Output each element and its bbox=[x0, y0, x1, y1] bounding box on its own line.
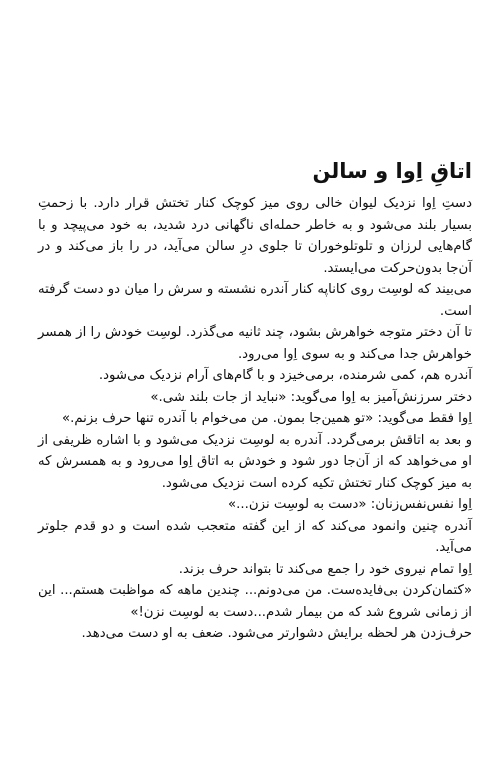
paragraph: دختر سرزنش‌آمیز به اِوا می‌گوید: «نباید از جات بلند شی.» bbox=[150, 389, 472, 405]
paragraph: آندره هم، کمی شرمنده، برمی‌خیزد و با گام‌های آرام نزدیک می‌شود. bbox=[98, 368, 472, 383]
paragraph: دستِ اِوا نزدیک لیوان خالی روی میز کوچک کنار تختش قرار دارد. با زحمتِ بسیار بلند می‌شود و به خاطر حمله‌ای ناگهانی درد شدید، به خود می‌پیچد و با گام‌هایی لرزان و تلوتلوخوران تا جلوی درِ سالن می‌آید، در را باز می‌کند و در آن‌جا بدون‌حرکت می‌ایستد. bbox=[38, 196, 472, 276]
body-text bbox=[38, 193, 472, 645]
paragraph: اِوا تمام نیروی خود را جمع می‌کند تا بتواند حرف بزند. bbox=[178, 561, 472, 577]
paragraph: «کتمان‌کردن بی‌فایده‌ست. من می‌دونم... چندین ماهه که مواظبت هستم... این از زمانی شروع شد که من بیمار شدم...دست به لوسِت نزن!» bbox=[38, 583, 472, 620]
paragraph: آندره چنین وانمود می‌کند که از این گفته متعجب شده است و دو قدم جلوتر می‌آید. bbox=[38, 518, 472, 555]
page-title: اتاقِ اِوا و سالن bbox=[312, 159, 472, 184]
paragraph: اِوا نفس‌نفس‌زنان: «دست به لوسِت نزن...» bbox=[228, 497, 472, 512]
paragraph: و بعد به اتاقش برمی‌گردد. آندره به لوسِت نزدیک می‌شود و با اشاره ظریفی از او می‌خواهد که از آن‌جا دور شود و خودش به اتاق اِوا می‌رود و به همسرش که به میز کوچک کنار تختش تکیه کرده است نزدیک می‌شود. bbox=[38, 432, 472, 491]
paragraph: تا آن دختر متوجه خواهرش بشود، چند ثانیه می‌گذرد. لوسِت خودش را از همسر خواهرش جدا می‌کند و به سوی اِوا می‌رود. bbox=[38, 325, 472, 362]
paragraph: اِوا فقط می‌گوید: «تو همین‌جا بمون. من می‌خوام با آندره تنها حرف بزنم.» bbox=[61, 411, 472, 426]
paragraph: می‌بیند که لوسِت روی کاناپه کنار آندره نشسته و سرش را میان دو دست گرفته است. bbox=[38, 282, 472, 319]
document-page bbox=[38, 0, 472, 767]
paragraph: حرف‌زدن هر لحظه برایش دشوارتر می‌شود. ضعف به او دست می‌دهد. bbox=[81, 626, 472, 641]
